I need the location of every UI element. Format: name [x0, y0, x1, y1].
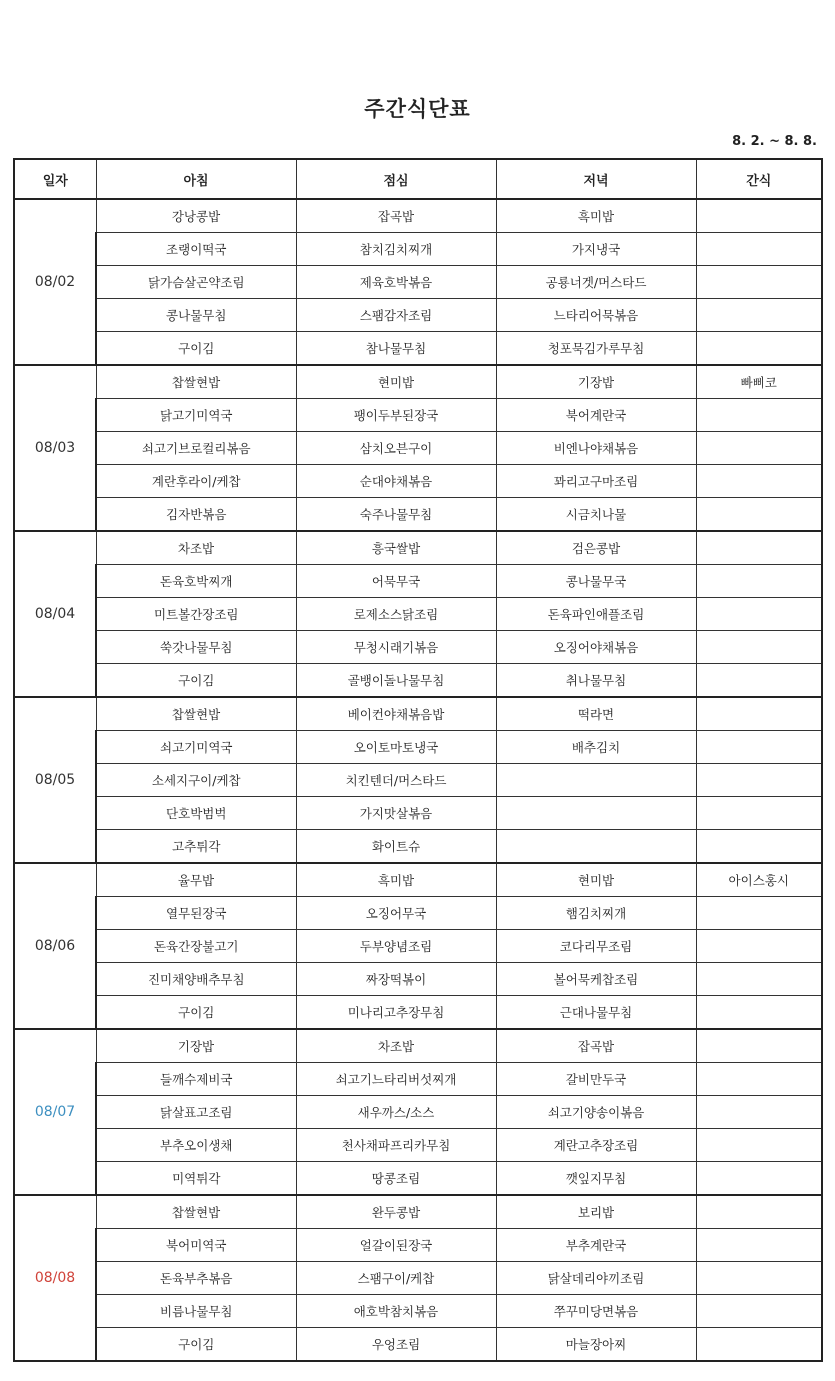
table-row — [14, 365, 822, 399]
dinner-cell: 갈비만두국 — [496, 1063, 696, 1096]
header-breakfast: 아침 — [96, 159, 296, 199]
table-row — [14, 664, 822, 698]
header-dinner: 저녁 — [496, 159, 696, 199]
page-title: 주간식단표 — [364, 97, 471, 121]
table-row — [14, 498, 822, 532]
dinner-cell: 쭈꾸미당면볶음 — [496, 1295, 696, 1328]
lunch-cell: 로제소스닭조림 — [296, 598, 496, 631]
snack-cell — [696, 930, 822, 963]
lunch-cell: 차조밥 — [296, 1029, 496, 1063]
dinner-cell: 기장밥 — [496, 365, 696, 399]
table-row — [14, 797, 822, 830]
table-row — [14, 897, 822, 930]
dinner-cell: 근대나물무침 — [496, 996, 696, 1030]
breakfast-cell: 열무된장국 — [96, 897, 296, 930]
lunch-cell: 치킨텐더/머스타드 — [296, 764, 496, 797]
dinner-cell — [496, 764, 696, 797]
dinner-cell: 흑미밥 — [496, 199, 696, 233]
table-row — [14, 1229, 822, 1262]
snack-cell: 아이스홍시 — [696, 863, 822, 897]
breakfast-cell: 쑥갓나물무침 — [96, 631, 296, 664]
dinner-cell: 코다리무조림 — [496, 930, 696, 963]
snack-cell — [696, 764, 822, 797]
snack-cell — [696, 631, 822, 664]
date-cell: 08/02 — [14, 199, 96, 365]
snack-cell — [696, 1162, 822, 1196]
table-row — [14, 930, 822, 963]
breakfast-cell: 김자반볶음 — [96, 498, 296, 532]
header-lunch: 점심 — [296, 159, 496, 199]
dinner-cell: 취나물무침 — [496, 664, 696, 698]
date-cell: 08/05 — [14, 697, 96, 863]
snack-cell — [696, 498, 822, 532]
snack-cell — [696, 266, 822, 299]
breakfast-cell: 구이김 — [96, 332, 296, 366]
lunch-cell: 제육호박볶음 — [296, 266, 496, 299]
table-row — [14, 1162, 822, 1196]
snack-cell — [696, 565, 822, 598]
snack-cell — [696, 830, 822, 864]
dinner-cell: 콩나물무국 — [496, 565, 696, 598]
snack-cell — [696, 1029, 822, 1063]
breakfast-cell: 소세지구이/케찹 — [96, 764, 296, 797]
lunch-cell: 팽이두부된장국 — [296, 399, 496, 432]
table-row — [14, 531, 822, 565]
dinner-cell: 잡곡밥 — [496, 1029, 696, 1063]
snack-cell: 빠삐코 — [696, 365, 822, 399]
header-snack: 간식 — [696, 159, 822, 199]
breakfast-cell: 비름나물무침 — [96, 1295, 296, 1328]
dinner-cell: 햄김치찌개 — [496, 897, 696, 930]
dinner-cell: 보리밥 — [496, 1195, 696, 1229]
table-row — [14, 332, 822, 366]
snack-cell — [696, 332, 822, 366]
dinner-cell: 가지냉국 — [496, 233, 696, 266]
lunch-cell: 현미밥 — [296, 365, 496, 399]
date-cell: 08/07 — [14, 1029, 96, 1195]
table-row — [14, 1029, 822, 1063]
dinner-cell: 배추김치 — [496, 731, 696, 764]
dinner-cell: 깻잎지무침 — [496, 1162, 696, 1196]
dinner-cell: 꽈리고구마조림 — [496, 465, 696, 498]
breakfast-cell: 단호박범벅 — [96, 797, 296, 830]
table-row — [14, 432, 822, 465]
dinner-cell: 공룡너겟/머스타드 — [496, 266, 696, 299]
snack-cell — [696, 897, 822, 930]
lunch-cell: 순대야채볶음 — [296, 465, 496, 498]
dinner-cell: 시금치나물 — [496, 498, 696, 532]
lunch-cell: 짜장떡볶이 — [296, 963, 496, 996]
table-row — [14, 1129, 822, 1162]
lunch-cell: 무청시래기볶음 — [296, 631, 496, 664]
lunch-cell: 참치김치찌개 — [296, 233, 496, 266]
breakfast-cell: 콩나물무침 — [96, 299, 296, 332]
lunch-cell: 숙주나물무침 — [296, 498, 496, 532]
dinner-cell: 부추계란국 — [496, 1229, 696, 1262]
snack-cell — [696, 399, 822, 432]
breakfast-cell: 닭살표고조림 — [96, 1096, 296, 1129]
breakfast-cell: 고추튀각 — [96, 830, 296, 864]
table-row — [14, 1328, 822, 1362]
breakfast-cell: 찹쌀현밥 — [96, 697, 296, 731]
dinner-cell: 마늘장아찌 — [496, 1328, 696, 1362]
lunch-cell: 천사채파프리카무침 — [296, 1129, 496, 1162]
table-row — [14, 565, 822, 598]
table-row — [14, 233, 822, 266]
breakfast-cell: 찹쌀현밥 — [96, 365, 296, 399]
snack-cell — [696, 465, 822, 498]
table-row — [14, 996, 822, 1030]
header-date: 일자 — [14, 159, 96, 199]
breakfast-cell: 북어미역국 — [96, 1229, 296, 1262]
lunch-cell: 참나물무침 — [296, 332, 496, 366]
dinner-cell: 계란고추장조림 — [496, 1129, 696, 1162]
table-row — [14, 465, 822, 498]
lunch-cell: 흑미밥 — [296, 863, 496, 897]
snack-cell — [696, 432, 822, 465]
lunch-cell: 오이토마토냉국 — [296, 731, 496, 764]
dinner-cell — [496, 797, 696, 830]
breakfast-cell: 쇠고기브로컬리볶음 — [96, 432, 296, 465]
lunch-cell: 베이컨야채볶음밥 — [296, 697, 496, 731]
date-range: 8. 2. ~ 8. 8. — [732, 134, 817, 149]
snack-cell — [696, 531, 822, 565]
snack-cell — [696, 233, 822, 266]
snack-cell — [696, 963, 822, 996]
table-row — [14, 963, 822, 996]
breakfast-cell: 돈육간장불고기 — [96, 930, 296, 963]
lunch-cell: 가지맛살볶음 — [296, 797, 496, 830]
table-row — [14, 1063, 822, 1096]
snack-cell — [696, 1129, 822, 1162]
snack-cell — [696, 1295, 822, 1328]
snack-cell — [696, 996, 822, 1030]
dinner-cell: 돈육파인애플조림 — [496, 598, 696, 631]
lunch-cell: 미나리고추장무침 — [296, 996, 496, 1030]
snack-cell — [696, 797, 822, 830]
lunch-cell: 골뱅이돌나물무침 — [296, 664, 496, 698]
breakfast-cell: 쇠고기미역국 — [96, 731, 296, 764]
table-row — [14, 863, 822, 897]
snack-cell — [696, 299, 822, 332]
snack-cell — [696, 1229, 822, 1262]
breakfast-cell: 강낭콩밥 — [96, 199, 296, 233]
lunch-cell: 스팸구이/케찹 — [296, 1262, 496, 1295]
snack-cell — [696, 1096, 822, 1129]
dinner-cell: 볼어묵케찹조림 — [496, 963, 696, 996]
dinner-cell: 떡라면 — [496, 697, 696, 731]
lunch-cell: 완두콩밥 — [296, 1195, 496, 1229]
lunch-cell: 땅콩조림 — [296, 1162, 496, 1196]
breakfast-cell: 차조밥 — [96, 531, 296, 565]
table-row — [14, 399, 822, 432]
breakfast-cell: 미역튀각 — [96, 1162, 296, 1196]
date-cell: 08/03 — [14, 365, 96, 531]
lunch-cell: 삼치오븐구이 — [296, 432, 496, 465]
snack-cell — [696, 1262, 822, 1295]
snack-cell — [696, 598, 822, 631]
lunch-cell: 얼갈이된장국 — [296, 1229, 496, 1262]
snack-cell — [696, 1328, 822, 1362]
breakfast-cell: 계란후라이/케찹 — [96, 465, 296, 498]
breakfast-cell: 구이김 — [96, 664, 296, 698]
dinner-cell: 느타리어묵볶음 — [496, 299, 696, 332]
breakfast-cell: 미트볼간장조림 — [96, 598, 296, 631]
table-row — [14, 1295, 822, 1328]
dinner-cell — [496, 830, 696, 864]
breakfast-cell: 진미채양배추무침 — [96, 963, 296, 996]
lunch-cell: 새우까스/소스 — [296, 1096, 496, 1129]
table-row — [14, 1195, 822, 1229]
lunch-cell: 우엉조림 — [296, 1328, 496, 1362]
snack-cell — [696, 697, 822, 731]
breakfast-cell: 구이김 — [96, 1328, 296, 1362]
snack-cell — [696, 1063, 822, 1096]
dinner-cell: 북어계란국 — [496, 399, 696, 432]
snack-cell — [696, 664, 822, 698]
breakfast-cell: 조랭이떡국 — [96, 233, 296, 266]
breakfast-cell: 찹쌀현밥 — [96, 1195, 296, 1229]
table-row — [14, 299, 822, 332]
table-row — [14, 598, 822, 631]
breakfast-cell: 부추오이생채 — [96, 1129, 296, 1162]
snack-cell — [696, 731, 822, 764]
table-row — [14, 199, 822, 233]
breakfast-cell: 닭고기미역국 — [96, 399, 296, 432]
date-cell: 08/04 — [14, 531, 96, 697]
table-row — [14, 697, 822, 731]
breakfast-cell: 닭가슴살곤약조림 — [96, 266, 296, 299]
dinner-cell: 검은콩밥 — [496, 531, 696, 565]
table-row — [14, 764, 822, 797]
lunch-cell: 애호박참치볶음 — [296, 1295, 496, 1328]
lunch-cell: 어묵무국 — [296, 565, 496, 598]
breakfast-cell: 돈육호박찌개 — [96, 565, 296, 598]
lunch-cell: 잡곡밥 — [296, 199, 496, 233]
menu-body — [14, 199, 822, 1361]
lunch-cell: 스팸감자조림 — [296, 299, 496, 332]
weekly-menu-table — [13, 158, 823, 1362]
lunch-cell: 흥국쌀밥 — [296, 531, 496, 565]
dinner-cell: 쇠고기양송이볶음 — [496, 1096, 696, 1129]
date-cell: 08/08 — [14, 1195, 96, 1361]
breakfast-cell: 돈육부추볶음 — [96, 1262, 296, 1295]
lunch-cell: 화이트슈 — [296, 830, 496, 864]
lunch-cell: 쇠고기느타리버섯찌개 — [296, 1063, 496, 1096]
dinner-cell: 현미밥 — [496, 863, 696, 897]
header-row — [14, 159, 822, 199]
dinner-cell: 청포묵김가루무침 — [496, 332, 696, 366]
table-row — [14, 1262, 822, 1295]
breakfast-cell: 구이김 — [96, 996, 296, 1030]
table-row — [14, 1096, 822, 1129]
table-row — [14, 631, 822, 664]
table-row — [14, 830, 822, 864]
lunch-cell: 오징어무국 — [296, 897, 496, 930]
snack-cell — [696, 1195, 822, 1229]
breakfast-cell: 들깨수제비국 — [96, 1063, 296, 1096]
snack-cell — [696, 199, 822, 233]
dinner-cell: 비엔나야채볶음 — [496, 432, 696, 465]
breakfast-cell: 기장밥 — [96, 1029, 296, 1063]
table-row — [14, 731, 822, 764]
dinner-cell: 오징어야채볶음 — [496, 631, 696, 664]
dinner-cell: 닭살데리야끼조림 — [496, 1262, 696, 1295]
table-row — [14, 266, 822, 299]
breakfast-cell: 율무밥 — [96, 863, 296, 897]
date-cell: 08/06 — [14, 863, 96, 1029]
lunch-cell: 두부양념조림 — [296, 930, 496, 963]
